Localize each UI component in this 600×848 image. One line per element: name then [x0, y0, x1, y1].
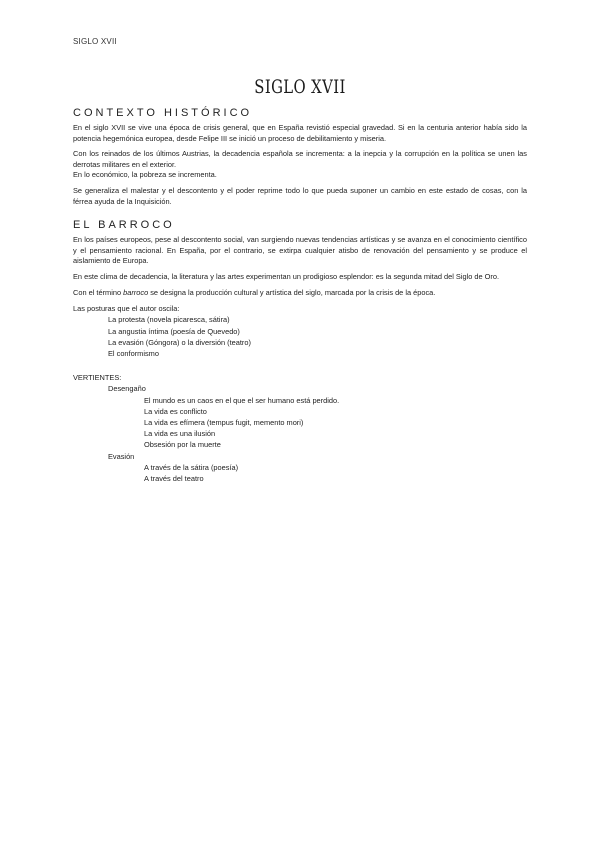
vertiente-desengano: Desengaño: [108, 384, 146, 394]
paragraph: Se generaliza el malestar y el descontento y el poder reprime todo lo que pueda suponer un cambio en este estado de cosas, con la férrea ayuda de la Inquisición.: [73, 185, 527, 206]
text-run: Con el término: [73, 287, 124, 297]
paragraph: [73, 288, 527, 299]
list-item: Obsesión por la muerte: [144, 440, 221, 450]
text-run: se designa la producción cultural y artística del siglo, marcada por la crisis de la época.: [148, 287, 436, 297]
running-header: SIGLO XVII: [73, 37, 117, 46]
emphasis-term: barroco: [123, 287, 149, 297]
list-item: La vida es una ilusión: [144, 429, 216, 439]
list-item: A través del teatro: [144, 473, 204, 483]
page-title: SIGLO XVII: [254, 76, 346, 98]
paragraph: En los países europeos, pese al descontento social, van surgiendo nuevas tendencias artísticas y se avanza en el conocimiento científico y el pensamiento racional. En España, por el contrario, se extirpa cualquier atisbo de renovación del pensamiento y se produce el aislamiento de Europa.: [73, 235, 527, 266]
list-item: La vida es conflicto: [144, 406, 207, 416]
vertiente-evasion: Evasión: [108, 451, 135, 461]
list-item: El conformismo: [108, 348, 159, 358]
paragraph: En este clima de decadencia, la literatura y las artes experimentan un prodigioso esplendor: es la segunda mitad del Siglo de Oro.: [73, 271, 500, 281]
postures-intro: Las posturas que el autor oscila:: [73, 304, 180, 314]
section-heading-contexto: CONTEXTO HISTÓRICO: [73, 107, 253, 119]
list-item: A través de la sátira (poesía): [144, 462, 239, 472]
paragraph: En el siglo XVII se vive una época de crisis general, que en España revistió especial gravedad. Si en la centuria anterior había sido la potencia hegemónica europea, desde Felipe III se inició un proceso de debilitamiento y miseria.: [73, 123, 527, 143]
list-item: El mundo es un caos en el que el ser humano está perdido.: [144, 395, 340, 405]
paragraph: En lo económico, la pobreza se incrementa.: [73, 170, 217, 180]
list-item: La evasión (Góngora) o la diversión (teatro): [108, 337, 251, 347]
vertientes-label: VERTIENTES:: [73, 373, 122, 383]
document-body: [73, 106, 527, 484]
section-heading-barroco: EL BARROCO: [73, 219, 175, 232]
paragraph: Con los reinados de los últimos Austrias, la decadencia española se incrementa: a la inepcia y la corrupción en la política se unen las derrotas militares en el exterior.: [73, 149, 527, 169]
list-item: La protesta (novela picaresca, sátira): [108, 315, 230, 325]
list-item: La angustia íntima (poesía de Quevedo): [108, 326, 240, 336]
list-item: La vida es efímera (tempus fugit, memento mori): [144, 417, 304, 427]
